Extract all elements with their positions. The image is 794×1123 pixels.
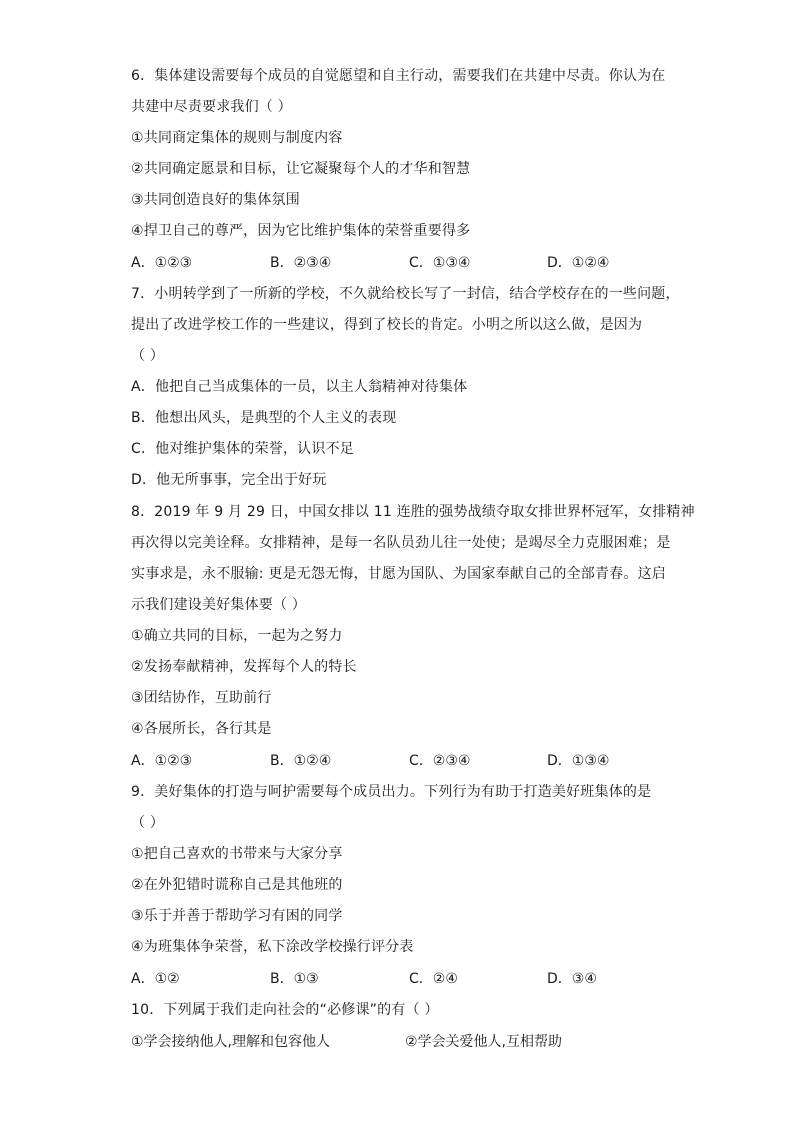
q10-item-1: ①学会接纳他人,理解和包容他人 [131,1034,331,1050]
q6-stem-line-2: 共建中尽责要求我们（ ） [131,99,292,115]
q7-option-d[interactable]: D．他无所事事，完全出于好玩 [131,472,327,488]
q7-stem-line-1: 7．小明转学到了一所新的学校，不久就给校长写了一封信，结合学校存在的一些问题， [131,286,680,302]
q8-stem-line-2: 再次得以完美诠释。女排精神，是每一名队员劲儿往一处使；是竭尽全力克服困难；是 [131,535,671,551]
q7-option-c[interactable]: C．他对维护集体的荣誉，认识不足 [131,441,354,457]
q8-item-3: ③团结协作，互助前行 [131,690,272,706]
q6-option-c[interactable]: C．①③④ [409,255,471,271]
q8-options [131,751,691,771]
q8-item-1: ①确立共同的目标，一起为之努力 [131,628,343,644]
q8-stem-line-3: 实事求是，永不服输: 更是无怨无悔，甘愿为国队、为国家奉献自己的全部青春。这启 [131,566,666,582]
q6-option-b[interactable]: B．②③④ [270,255,332,271]
q7-option-b[interactable]: B．他想出风头，是典型的个人主义的表现 [131,410,397,426]
q7-stem-line-2: 提出了改进学校工作的一些建议，得到了校长的肯定。小明之所以这么做，是因为 [131,317,643,333]
q7-option-a[interactable]: A．他把自己当成集体的一员，以主人翁精神对待集体 [131,379,468,395]
q6-item-4: ④捍卫自己的尊严，因为它比维护集体的荣誉重要得多 [131,223,471,239]
q10-stem-line-1: 10．下列属于我们走向社会的“必修课”的有（ ） [131,1002,439,1018]
q8-stem-line-1: 8．2019 年 9 月 29 日，中国女排以 11 连胜的强势战绩夺取女排世界杯冠军，女排精神 [131,504,695,520]
q10-items [131,1032,691,1052]
q8-stem-line-4: 示我们建设美好集体要（ ） [131,597,307,613]
q6-option-d[interactable]: D．①②④ [547,255,610,271]
q6-item-3: ③共同创造良好的集体氛围 [131,192,300,208]
q9-item-3: ③乐于并善于帮助学习有困的同学 [131,908,343,924]
q9-option-b[interactable]: B．①③ [270,971,319,987]
q6-options [131,253,691,273]
q6-stem-line-1: 6．集体建设需要每个成员的自觉愿望和自主行动，需要我们在共建中尽责。你认为在 [131,68,666,84]
q9-stem-line-1: 9．美好集体的打造与呵护需要每个成员出力。下列行为有助于打造美好班集体的是 [131,784,652,800]
q8-item-4: ④各展所长，各行其是 [131,721,272,737]
q6-option-a[interactable]: A．①②③ [131,255,193,271]
q9-option-c[interactable]: C．②④ [409,971,458,987]
q8-option-c[interactable]: C．②③④ [409,753,471,769]
q9-stem-line-2: （ ） [131,815,165,831]
q9-option-a[interactable]: A．①② [131,971,180,987]
q6-item-2: ②共同确定愿景和目标，让它凝聚每个人的才华和智慧 [131,161,471,177]
q7-stem-line-3: （ ） [131,348,165,364]
q8-option-b[interactable]: B．①②④ [270,753,332,769]
q8-option-d[interactable]: D．①③④ [547,753,610,769]
q8-option-a[interactable]: A．①②③ [131,753,193,769]
q9-item-1: ①把自己喜欢的书带来与大家分享 [131,846,343,862]
q8-item-2: ②发扬奉献精神，发挥每个人的特长 [131,659,357,675]
q9-option-d[interactable]: D．③④ [547,971,597,987]
q9-item-4: ④为班集体争荣誉，私下涂改学校操行评分表 [131,939,414,955]
q9-item-2: ②在外犯错时谎称自己是其他班的 [131,877,343,893]
q9-options [131,969,691,989]
q10-item-2: ②学会关爱他人,互相帮助 [405,1034,563,1050]
q6-item-1: ①共同商定集体的规则与制度内容 [131,130,343,146]
